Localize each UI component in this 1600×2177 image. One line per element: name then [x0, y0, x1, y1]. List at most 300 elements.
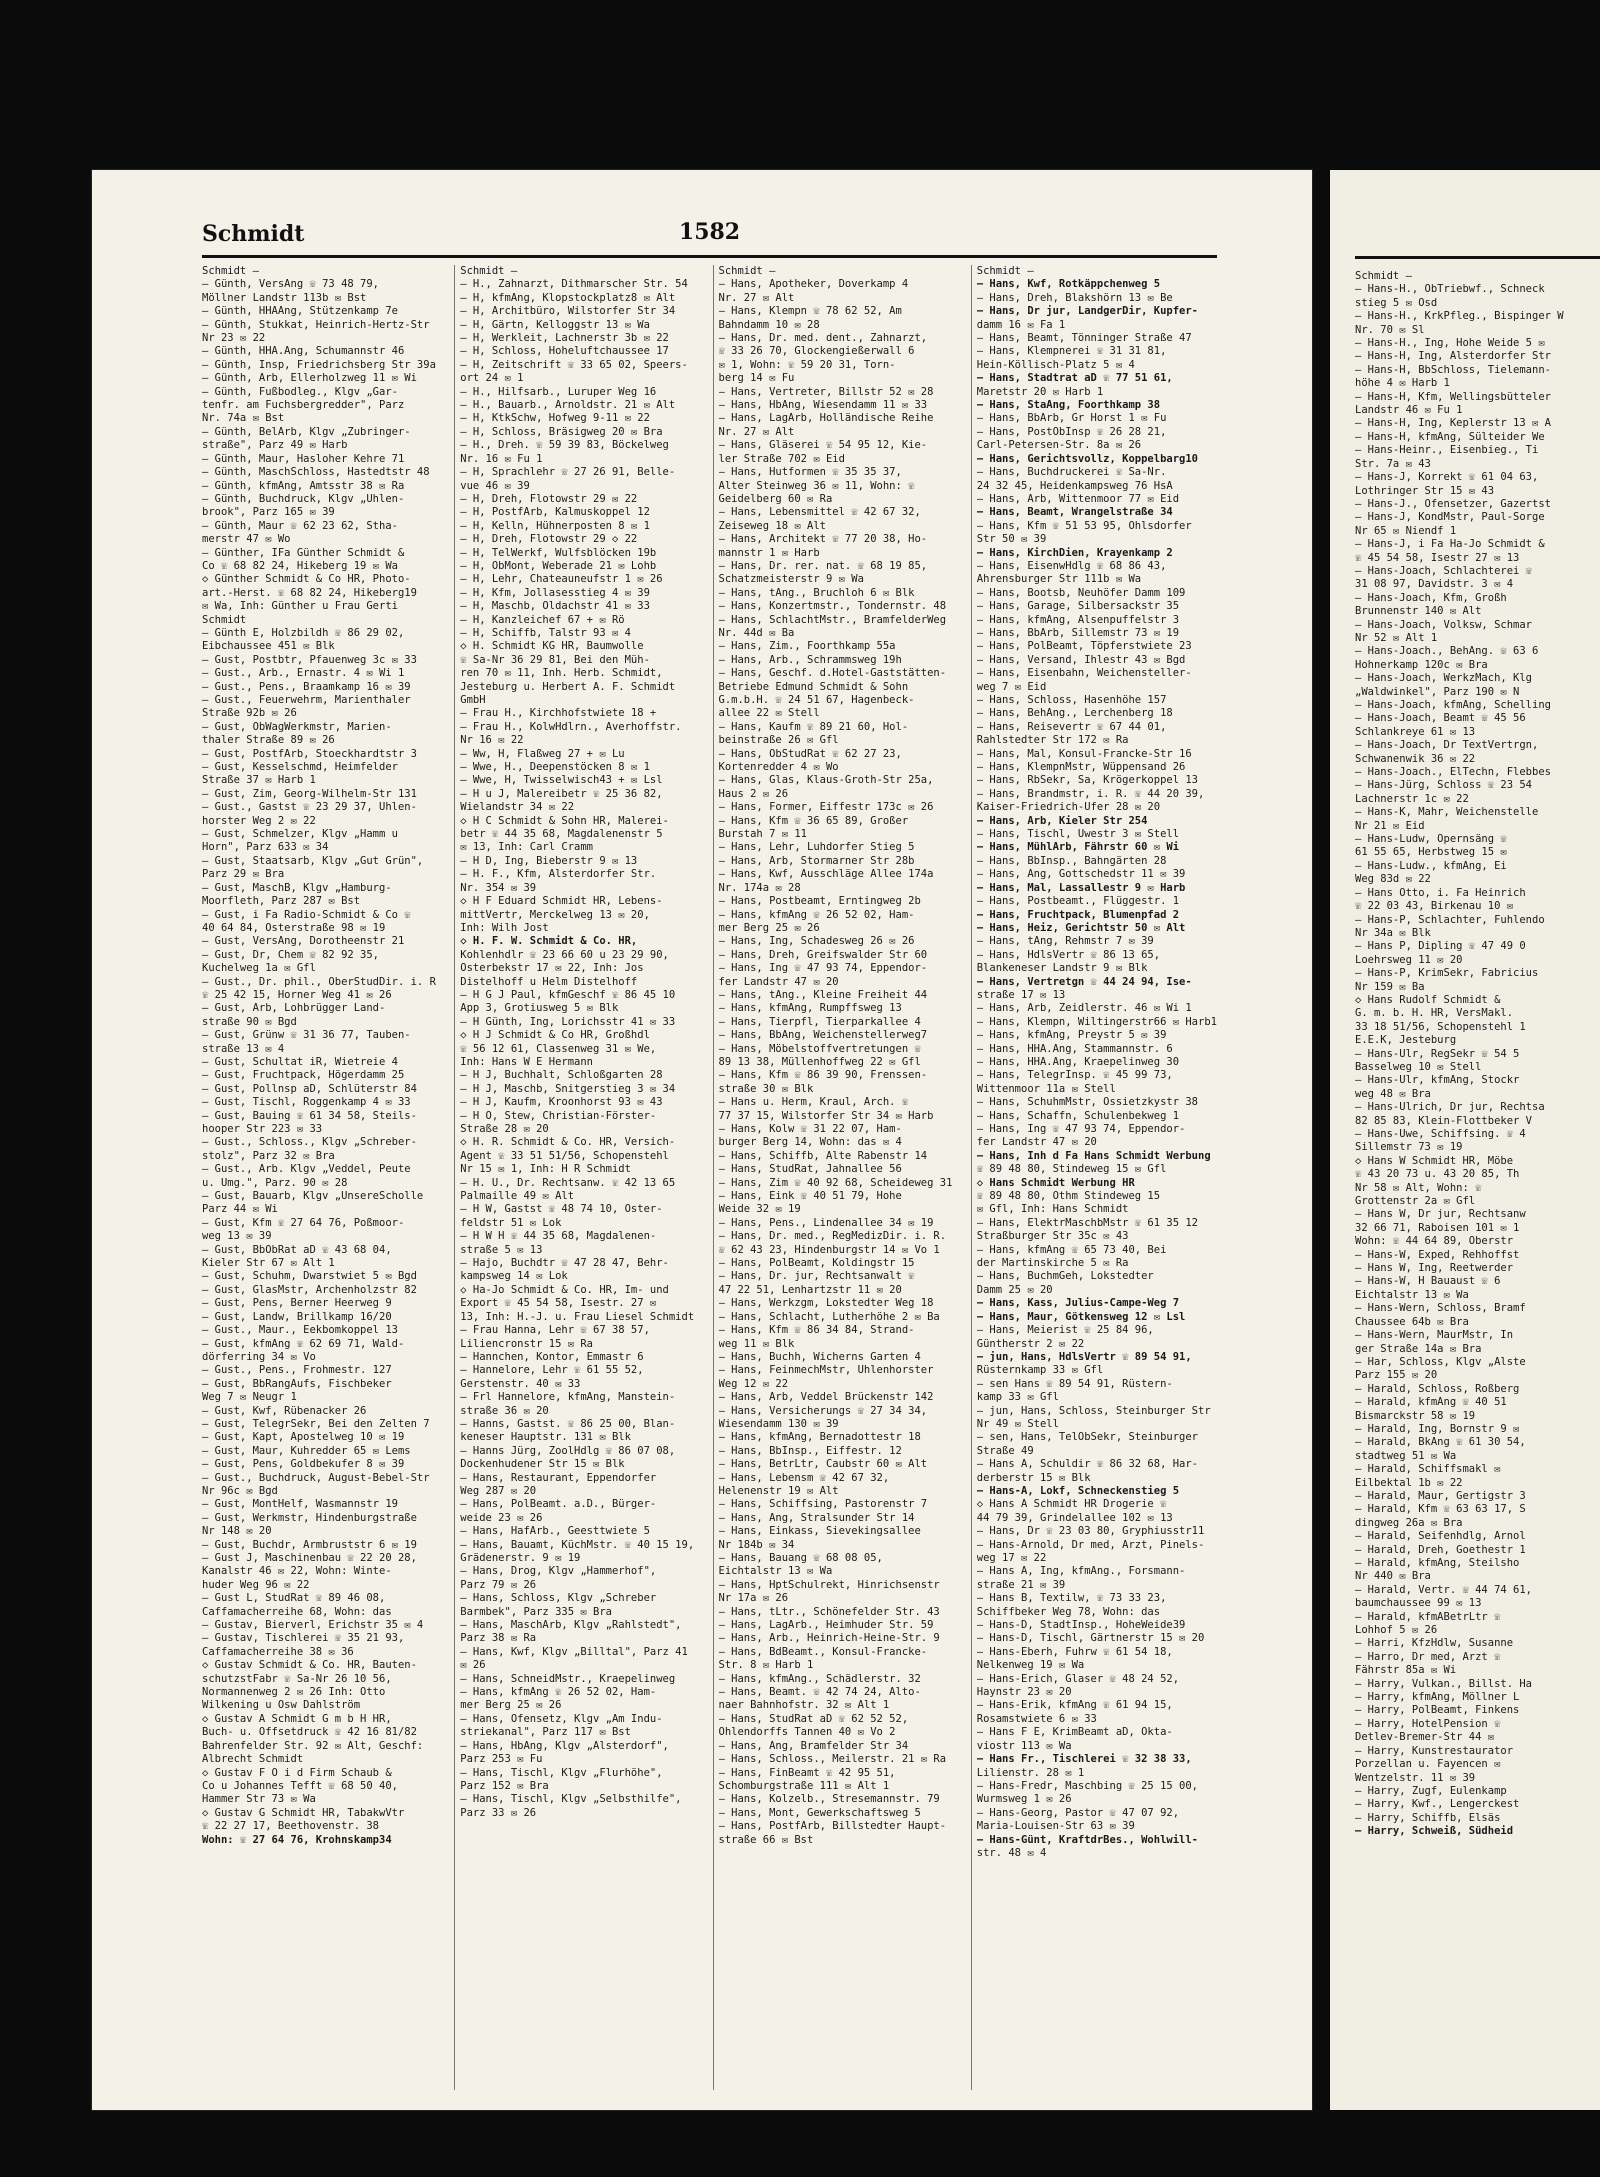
- directory-entry: — Hans, Geschf. d.Hotel-Gaststätten-: [718, 667, 947, 680]
- directory-entry: ◇ Hans W Schmidt HR, Möbe: [1355, 1154, 1514, 1167]
- directory-entry: — Hannchen, Kontor, Emmastr 6: [460, 1350, 644, 1363]
- directory-entry: — Harald, Kfm ☏ 63 63 17, S: [1355, 1503, 1526, 1516]
- directory-entry: Schmidt —: [1355, 270, 1412, 282]
- directory-entry: Lohhof 5 ✉ 26: [1355, 1624, 1438, 1637]
- directory-entry: — Hans-H, BbSchloss, Tielemann-: [1355, 363, 1551, 376]
- directory-entry: damm 16 ✉ Fa 1: [976, 318, 1066, 331]
- directory-entry: — Hans, Schiffb, Alte Rabenstr 14: [718, 1149, 928, 1162]
- directory-entry: — Frl Hannelore, kfmAng, Manstein-: [460, 1391, 676, 1404]
- directory-entry: weg 13 ✉ 39: [202, 1230, 272, 1243]
- directory-entry: — Hans, RbSekr, Sa, Krögerkoppel 13: [976, 774, 1199, 787]
- directory-entry: — Hans, BdBeamt., Konsul-Francke-: [718, 1645, 928, 1658]
- directory-entry: — Hans, Kwf, Klgv „Billtal", Parz 41: [460, 1645, 688, 1658]
- directory-entry: — Harald, kfmABetrLtr ☏: [1355, 1610, 1501, 1623]
- directory-entry: keneser Hauptstr. 131 ✉ Blk: [460, 1431, 631, 1444]
- directory-entry: — Hans, HdlsVertr ☏ 86 13 65,: [976, 948, 1161, 961]
- directory-entry: — Hans-Joach, Schlachterei ☏: [1355, 564, 1533, 577]
- directory-entry: — Hans, SchneidMstr., Kraepelinweg: [460, 1672, 676, 1685]
- directory-entry: tenfr. am Fuchsbergredder", Parz: [202, 399, 405, 412]
- directory-entry: — Harry, Zugf, Eulenkamp: [1355, 1784, 1507, 1797]
- directory-entry: — Hans, HHA.Ang, Kraepelinweg 30: [976, 1055, 1180, 1068]
- directory-entry: Schomburgstraße 111 ✉ Alt 1: [718, 1779, 890, 1792]
- directory-entry: — Hans-Erich, Glaser ☏ 48 24 52,: [976, 1672, 1180, 1685]
- directory-entry: Schmidt —: [202, 265, 259, 277]
- directory-entry: Horn", Parz 633 ✉ 34: [202, 841, 329, 854]
- directory-entry: Rahlstedter Str 172 ✉ Ra: [976, 734, 1129, 747]
- directory-entry: — Gust., Dr. phil., OberStudDir. i. R: [202, 975, 436, 988]
- directory-entry: — Hans, BbAng, Weichenstellerweg7: [718, 1029, 928, 1042]
- directory-entry: — Hans, Dreh, Blakshörn 13 ✉ Be: [976, 291, 1173, 304]
- directory-entry: 82 85 83, Klein-Flottbeker V: [1355, 1114, 1533, 1127]
- directory-entry: huder Weg 96 ✉ 22: [202, 1578, 310, 1591]
- directory-entry: Basselweg 10 ✉ Stell: [1355, 1060, 1482, 1073]
- directory-entry: — Hans, Arb., Schrammsweg 19h: [718, 653, 902, 666]
- directory-entry: dörferring 34 ✉ Vo: [202, 1350, 316, 1363]
- directory-entry: — Hans, Ofensetz, Klgv „Am Indu-: [460, 1712, 663, 1725]
- directory-entry: — Hans, kfmAng., Schädlerstr. 32: [718, 1672, 921, 1685]
- directory-entry: — H, Dreh, Flotowstr 29 ✉ 22: [460, 492, 638, 505]
- directory-entry: — Gust, Pens, Goldbekufer 8 ✉ 39: [202, 1458, 405, 1471]
- directory-entry: — Hans, Bootsb, Neuhöfer Damm 109: [976, 586, 1186, 599]
- directory-entry: — Hans, BbArb, Sillemstr 73 ✉ 19: [976, 626, 1180, 639]
- directory-entry: — Hans, Mont, Gewerkschaftsweg 5: [718, 1806, 921, 1819]
- directory-entry: Co u Johannes Tefft ☏ 68 50 40,: [202, 1779, 398, 1792]
- directory-entry: — Hans, Werkzgm, Lokstedter Weg 18: [718, 1297, 934, 1310]
- directory-entry: — H J, Maschb, Snitgerstieg 3 ✉ 34: [460, 1082, 676, 1095]
- directory-entry: — H, Kelln, Hühnerposten 8 ✉ 1: [460, 519, 650, 532]
- directory-entry: — Hans-Joach., ElTechn, Flebbes: [1355, 766, 1551, 779]
- directory-entry: Helenenstr 19 ✉ Alt: [718, 1484, 839, 1497]
- directory-entry: — H W, Gastst ☏ 48 74 10, Oster-: [460, 1203, 663, 1216]
- directory-entry: — Gust L, StudRat ☏ 89 46 08,: [202, 1592, 386, 1605]
- directory-entry: — Hans, MühlArb, Fährstr 60 ✉ Wi: [976, 841, 1180, 854]
- directory-entry: — Hans, Kolzelb., Stresemannstr. 79: [718, 1793, 940, 1806]
- directory-entry: — Günth, Stukkat, Heinrich-Hertz-Str: [202, 318, 430, 331]
- directory-entry: — Hans, HptSchulrekt, Hinrichsenstr: [718, 1578, 940, 1591]
- directory-entry: — Hans-Heinr., Eisenbieg., Ti: [1355, 444, 1539, 457]
- directory-entry: — Gust, Arb, Lohbrügger Land-: [202, 1002, 386, 1015]
- directory-entry: — H J, Kaufm, Kroonhorst 93 ✉ 43: [460, 1096, 663, 1109]
- directory-entry: straße 30 ✉ Blk: [718, 1082, 814, 1095]
- directory-entry: — Hans, Eisenbahn, Weichensteller-: [976, 667, 1192, 680]
- directory-entry: mannstr 1 ✉ Harb: [718, 546, 820, 559]
- directory-entry: — Günth, Fußbodleg., Klgv „Gar-: [202, 385, 398, 398]
- directory-entry: ◇ H. R. Schmidt & Co. HR, Versich-: [460, 1136, 676, 1149]
- directory-entry: — Hans, tAng., Bruchloh 6 ✉ Blk: [718, 586, 915, 599]
- directory-entry: Güntherstr 2 ✉ 22: [976, 1337, 1085, 1350]
- directory-entry: Grädenerstr. 9 ✉ 19: [460, 1552, 581, 1564]
- directory-entry: Osterbekstr 17 ✉ 22, Inh: Jos: [460, 962, 644, 975]
- directory-entry: ✉ Wa, Inh: Günther u Frau Gerti: [202, 600, 398, 613]
- directory-entry: — Gust, Schultat iR, Wietreie 4: [202, 1055, 398, 1068]
- directory-entry: ☏ 89 48 80, Stindeweg 15 ✉ Gfl: [976, 1163, 1167, 1176]
- directory-entry: Nr 49 ✉ Stell: [976, 1417, 1059, 1430]
- directory-entry: Nr 16 ✉ 22: [460, 734, 524, 747]
- directory-entry: — Hans, ObStudRat ☏ 62 27 23,: [718, 747, 902, 760]
- directory-entry: ✉ 1, Wohn: ☏ 59 20 31, Torn-: [718, 358, 896, 371]
- directory-entry: Moorfleth, Parz 287 ✉ Bst: [202, 895, 361, 908]
- directory-entry: — Günth, Buchdruck, Klgv „Uhlen-: [202, 492, 405, 505]
- directory-entry: Bahrenfelder Str. 92 ✉ Alt, Geschf:: [202, 1739, 424, 1752]
- directory-entry: — Hans, Architekt ☏ 77 20 38, Ho-: [718, 533, 928, 546]
- directory-entry: — H, Schloss, Bräsigweg 20 ✉ Bra: [460, 425, 663, 438]
- directory-entry: ◇ Gustav A Schmidt G m b H HR,: [202, 1712, 392, 1725]
- column-3: [713, 265, 959, 2090]
- directory-entry: — Hans, Kfm ☏ 86 39 90, Frenssen-: [718, 1069, 928, 1082]
- directory-entry: — Hans, Dr. rer. nat. ☏ 68 19 85,: [718, 559, 928, 572]
- directory-entry: — Hans, SchlachtMstr., BramfelderWeg: [718, 613, 947, 626]
- directory-entry: — Hans, Klempn, Wiltingerstr66 ✉ Harb1: [976, 1015, 1217, 1028]
- directory-entry: ☏ 22 03 43, Birkenau 10 ✉: [1355, 900, 1514, 913]
- directory-entry: — Hans-H., ObTriebwf., Schneck: [1355, 283, 1545, 296]
- directory-entry: ◇ Hans A Schmidt HR Drogerie ☏: [976, 1498, 1167, 1511]
- directory-entry: Agent ☏ 33 51 51/56, Schopenstehl: [460, 1149, 669, 1162]
- directory-entry: — Hans, Dr. jur, Rechtsanwalt ☏: [718, 1270, 915, 1283]
- directory-entry: — Harald, Seifenhdlg, Arnol: [1355, 1530, 1526, 1543]
- directory-entry: — Hans, KlempnMstr, Wüppensand 26: [976, 761, 1186, 774]
- directory-entry: — H, Gärtn, Kelloggstr 13 ✉ Wa: [460, 318, 650, 331]
- directory-entry: — Hans, Versand, Ihlestr 43 ✉ Bgd: [976, 653, 1186, 666]
- directory-entry: ✉ 26: [460, 1659, 486, 1672]
- directory-entry: — Hans, Reisevertr ☏ 67 44 01,: [976, 720, 1167, 733]
- directory-entry: — Hans, Vertreter, Billstr 52 ✉ 28: [718, 385, 934, 398]
- directory-entry: 31 08 97, Davidstr. 3 ✉ 4: [1355, 578, 1514, 591]
- directory-entry: Caffamacherreihe 68, Wohn: das: [202, 1605, 392, 1618]
- directory-entry: feldstr 51 ✉ Lok: [460, 1216, 562, 1229]
- directory-entry: — Hans, Postbeamt., Flüggestr. 1: [976, 895, 1180, 908]
- directory-entry: — Hans-Günt, KraftdrBes., Wohlwill-: [976, 1833, 1199, 1846]
- directory-entry: — Hans, Schlacht, Lutherhöhe 2 ✉ Ba: [718, 1310, 940, 1323]
- directory-entry: mer Berg 25 ✉ 26: [718, 921, 820, 934]
- directory-entry: — H, Zeitschrift ☏ 33 65 02, Speers-: [460, 358, 688, 371]
- directory-entry: — Hans-Jürg, Schloss ☏ 23 54: [1355, 779, 1533, 792]
- directory-entry: ◇ Gustav G Schmidt HR, TabakwVtr: [202, 1806, 405, 1819]
- directory-entry: — Günth E, Holzbildh ☏ 86 29 02,: [202, 626, 405, 639]
- directory-entry: — Gust, kfmAng ☏ 62 69 71, Wald-: [202, 1337, 405, 1350]
- directory-entry: Wentzelstr. 11 ✉ 39: [1355, 1771, 1476, 1784]
- directory-entry: — Hans, PostfArb, Billstedter Haupt-: [718, 1820, 947, 1833]
- directory-entry: — Gust, Kwf, Rübenacker 26: [202, 1404, 367, 1417]
- directory-entry: — Hans-J, KondMstr, Paul-Sorge: [1355, 511, 1545, 524]
- directory-entry: — Gust, BbRangAufs, Fischbeker: [202, 1377, 392, 1390]
- directory-entry: — Harald, Dreh, Goethestr 1: [1355, 1543, 1526, 1556]
- directory-entry: — Harri, KfzHdlw, Susanne: [1355, 1637, 1514, 1650]
- directory-entry: — Hans-W, H Bauaust ☏ 6: [1355, 1275, 1501, 1288]
- directory-entry: — Hans, LagArb., Heimhuder Str. 59: [718, 1619, 934, 1632]
- directory-entry: — Hans, Gläserei ☏ 54 95 12, Kie-: [718, 439, 928, 452]
- directory-entry: stolz", Parz 32 ✉ Bra: [202, 1149, 335, 1162]
- directory-entry: betr ☏ 44 35 68, Magdalenenstr 5: [460, 828, 663, 841]
- directory-entry: — H, Werkleit, Lachnerstr 3b ✉ 22: [460, 332, 669, 345]
- directory-entry: Schatzmeisterstr 9 ✉ Wa: [718, 573, 864, 586]
- directory-entry: Nr 159 ✉ Ba: [1355, 980, 1425, 993]
- directory-entry: — Hans-Georg, Pastor ☏ 47 07 92,: [976, 1806, 1180, 1819]
- directory-entry: — H., Hilfsarb., Luruper Weg 16: [460, 385, 657, 398]
- directory-entry: Grottenstr 2a ✉ Gfl: [1355, 1195, 1476, 1208]
- directory-entry: Geidelberg 60 ✉ Ra: [718, 492, 833, 505]
- directory-entry: — Hans-W, Exped, Rehhoffst: [1355, 1248, 1520, 1261]
- directory-entry: Kortenredder 4 ✉ Wo: [718, 761, 839, 774]
- directory-entry: — Günther, IFa Günther Schmidt &: [202, 546, 405, 559]
- directory-entry: straße", Parz 49 ✉ Harb: [202, 439, 348, 452]
- directory-entry: ◇ Gustav F O i d Firm Schaub &: [202, 1766, 392, 1779]
- directory-entry: — Hans, kfmAng, Preystr 5 ✉ 39: [976, 1029, 1167, 1042]
- page-header: [202, 215, 1217, 258]
- directory-entry: — Hans, Zim ☏ 40 92 68, Scheideweg 31: [718, 1176, 953, 1189]
- directory-entry: — sen Hans ☏ 89 54 91, Rüstern-: [976, 1377, 1173, 1390]
- directory-entry: — Hans, Schiffsing, Pastorenstr 7: [718, 1498, 928, 1511]
- directory-entry: ger Straße 14a ✉ Bra: [1355, 1342, 1482, 1355]
- next-page-header-rule: [1355, 256, 1600, 259]
- directory-entry: — Hans, Dr. med., RegMedizDir. i. R.: [718, 1230, 947, 1243]
- directory-entry: Parz 79 ✉ 26: [460, 1578, 537, 1591]
- directory-entry: — Hans W, Ing, Reetwerder: [1355, 1262, 1514, 1275]
- directory-entry: — Ww, H, Flaßweg 27 + ✉ Lu: [460, 747, 625, 760]
- directory-entry: Buch- u. Offsetdruck ☏ 42 16 81/82: [202, 1726, 417, 1739]
- directory-entry: — H, Architbüro, Wilstorfer Str 34: [460, 305, 676, 318]
- directory-entry: — Hans, Tischl, Klgv „Flurhöhe",: [460, 1766, 663, 1779]
- directory-entry: — Hans, Dr jur, LandgerDir, Kupfer-: [976, 305, 1199, 318]
- directory-entry: — Hans-Joach, WerkzMach, Klg: [1355, 672, 1533, 685]
- directory-entry: ✉ Gfl, Inh: Hans Schmidt: [976, 1203, 1129, 1216]
- directory-entry: — Gust, Landw, Brillkamp 16/20: [202, 1310, 392, 1323]
- directory-entry: Liliencronstr 15 ✉ Ra: [460, 1337, 594, 1350]
- directory-entry: — Harro, Dr med, Arzt ☏: [1355, 1650, 1501, 1663]
- directory-entry: — Gust., Feuerwehrm, Marienthaler: [202, 694, 411, 706]
- directory-entry: Palmaille 49 ✉ Alt: [460, 1190, 575, 1203]
- directory-entry: baumchaussee 99 ✉ 13: [1355, 1597, 1482, 1610]
- directory-entry: ☏ 43 20 73 u. 43 20 85, Th: [1355, 1168, 1520, 1181]
- directory-entry: viostr 113 ✉ Wa: [976, 1739, 1072, 1752]
- directory-entry: Chaussee 64b ✉ Bra: [1355, 1315, 1469, 1328]
- directory-entry: beinstraße 26 ✉ Gfl: [718, 734, 839, 747]
- directory-entry: ☏ 45 54 58, Isestr 27 ✉ 13: [1355, 551, 1520, 564]
- directory-entry: kampsweg 14 ✉ Lok: [460, 1270, 568, 1283]
- directory-entry: — Hans, kfmAng, Rumpffsweg 13: [718, 1002, 902, 1015]
- directory-entry: — Gustav, Tischlerei ☏ 35 21 93,: [202, 1632, 405, 1645]
- directory-entry: ◇ Ha-Jo Schmidt & Co. HR, Im- und: [460, 1283, 669, 1296]
- directory-entry: — Hans, kfmAng ☏ 26 52 02, Ham-: [460, 1686, 657, 1699]
- directory-entry: — Gust, Kesselschmd, Heimfelder: [202, 761, 398, 774]
- directory-entry: — Hans-D, StadtInsp., HoheWeide39: [976, 1619, 1186, 1632]
- directory-entry: — Hans, Kass, Julius-Campe-Weg 7: [976, 1297, 1180, 1310]
- directory-entry: Wohn: ☏ 27 64 76, Krohnskamp34: [202, 1833, 392, 1846]
- directory-entry: striekanal", Parz 117 ✉ Bst: [460, 1726, 631, 1739]
- directory-entry: — Gust., Maur., Eekbomkoppel 13: [202, 1324, 398, 1337]
- directory-entry: Sillemstr 73 ✉ 19: [1355, 1141, 1463, 1154]
- directory-entry: straße 66 ✉ Bst: [718, 1833, 814, 1846]
- directory-entry: höhe 4 ✉ Harb 1: [1355, 377, 1450, 390]
- directory-entry: Nr 17a ✉ 26: [718, 1592, 789, 1605]
- directory-entry: Inh: Hans W E Hermann: [460, 1055, 594, 1068]
- directory-entry: — Hans, Dr. med. dent., Zahnarzt,: [718, 332, 928, 345]
- directory-entry: Parz 155 ✉ 20: [1355, 1369, 1438, 1382]
- directory-entry: Str. 8 ✉ Harb 1: [718, 1659, 814, 1672]
- directory-entry: kamp 33 ✉ Gfl: [976, 1391, 1059, 1404]
- directory-entry: — Hans, PostObInsp ☏ 26 28 21,: [976, 425, 1167, 438]
- directory-entry: Bahndamm 10 ✉ 28: [718, 318, 820, 331]
- directory-entry: ◇ Günther Schmidt & Co HR, Photo-: [202, 573, 411, 586]
- directory-entry: allee 22 ✉ Stell: [718, 707, 820, 720]
- directory-entry: Eichtalstr 13 ✉ Wa: [718, 1565, 833, 1578]
- directory-entry: — Gust., Arb. Klgv „Veddel, Peute: [202, 1163, 411, 1176]
- directory-entry: Lachnerstr 1c ✉ 22: [1355, 792, 1469, 805]
- directory-entry: Parz 38 ✉ Ra: [460, 1632, 537, 1645]
- directory-entry: Kuchelweg 1a ✉ Gfl: [202, 962, 316, 975]
- directory-entry: weg 7 ✉ Eid: [976, 680, 1047, 693]
- directory-entry: — H, kfmAng, Klopstockplatz8 ✉ Alt: [460, 291, 676, 304]
- directory-entry: — H, Kfm, Jollasesstieg 4 ✉ 39: [460, 586, 650, 599]
- directory-entry: brook", Parz 165 ✉ 39: [202, 506, 335, 519]
- directory-entry: Parz 152 ✉ Bra: [460, 1779, 549, 1792]
- directory-entry: — Hans-Fredr, Maschbing ☏ 25 15 00,: [976, 1779, 1199, 1792]
- directory-entry: — Hans, BbArb, Gr Horst 1 ✉ Fu: [976, 412, 1167, 425]
- directory-entry: Damm 25 ✉ 20: [976, 1283, 1053, 1296]
- directory-entry: burger Berg 14, Wohn: das ✉ 4: [718, 1136, 902, 1149]
- directory-entry: — Günth, Insp, Friedrichsberg Str 39a: [202, 358, 436, 371]
- directory-entry: — Hans, tAng., Kleine Freiheit 44: [718, 988, 928, 1001]
- directory-entry: Parz 253 ✉ Fu: [460, 1753, 543, 1766]
- directory-entry: — Harry, PolBeamt, Finkens: [1355, 1704, 1520, 1717]
- directory-entry: — Hans, Hutformen ☏ 35 35 37,: [718, 466, 902, 479]
- directory-entry: — Hans, PolBeamt, Koldingstr 15: [718, 1257, 915, 1270]
- directory-entry: weg 17 ✉ 22: [976, 1552, 1047, 1564]
- directory-entry: — Hans, Inh d Fa Hans Schmidt Werbung: [976, 1149, 1211, 1162]
- directory-entry: — H, Schloss, Hoheluftchaussee 17: [460, 345, 669, 358]
- directory-entry: Wittenmoor 11a ✉ Stell: [976, 1082, 1116, 1095]
- directory-entry: — Hans, Bauamt, KüchMstr. ☏ 40 15 19,: [460, 1538, 695, 1551]
- directory-entry: ◇ Hans Schmidt Werbung HR: [976, 1176, 1135, 1189]
- directory-entry: — Hans, Postbeamt, Erntingweg 2b: [718, 895, 921, 908]
- directory-entry: — Hans, Beamt. ☏ 42 74 24, Alto-: [718, 1686, 921, 1699]
- directory-entry: Nr 21 ✉ Eid: [1355, 819, 1425, 832]
- directory-entry: — Hans, Arb, Stormarner Str 28b: [718, 854, 915, 867]
- directory-entry: — Hans, Mal, Konsul-Francke-Str 16: [976, 747, 1192, 760]
- directory-entry: Parz 33 ✉ 26: [460, 1806, 537, 1819]
- directory-entry: Nr 148 ✉ 20: [202, 1525, 272, 1538]
- directory-entry: — Hans, Kfm ☏ 51 53 95, Ohlsdorfer: [976, 519, 1192, 532]
- directory-entry: Nr. 27 ✉ Alt: [718, 425, 795, 438]
- directory-entry: 33 18 51/56, Schopenstehl 1: [1355, 1020, 1526, 1033]
- directory-entry: Nr 184b ✉ 34: [718, 1538, 795, 1551]
- directory-entry: — Hans, StudRat, Jahnallee 56: [718, 1163, 902, 1176]
- directory-entry: — Hanns, Gastst. ☏ 86 25 00, Blan-: [460, 1417, 676, 1430]
- directory-entry: — Hans, FeinmechMstr, Uhlenhorster: [718, 1364, 934, 1377]
- directory-entry: thaler Straße 89 ✉ 26: [202, 734, 335, 747]
- directory-entry: — Günth, Maur ☏ 62 23 62, Stha-: [202, 519, 398, 532]
- directory-entry: — Hans, Vertretgn ☏ 44 24 94, Ise-: [976, 975, 1192, 988]
- directory-entry: — Hans-Ulr, kfmAng, Stockr: [1355, 1074, 1520, 1087]
- directory-entry: — Harald, kfmAng, Steilsho: [1355, 1557, 1520, 1569]
- directory-entry: Haus 2 ✉ 26: [718, 787, 789, 800]
- directory-entry: — Hans, Schaffn, Schulenbekweg 1: [976, 1109, 1180, 1122]
- directory-entry: Hein-Köllisch-Platz 5 ✉ 4: [976, 358, 1135, 371]
- directory-entry: — Hans, Brandmstr, i. R. ☏ 44 20 39,: [976, 787, 1205, 800]
- directory-entry: Bismarckstr 58 ✉ 19: [1355, 1409, 1476, 1422]
- directory-entry: — Harald, kfmAng ☏ 40 51: [1355, 1396, 1507, 1409]
- directory-entry: horster Weg 2 ✉ 22: [202, 814, 316, 827]
- directory-entry: Kanalstr 46 ✉ 22, Wohn: Winte-: [202, 1565, 392, 1578]
- directory-entry: Nr 65 ✉ Niendf 1: [1355, 524, 1457, 537]
- directory-columns: [202, 265, 1217, 2090]
- directory-entry: — Hans, Klempn ☏ 78 62 52, Am: [718, 305, 902, 318]
- directory-entry: Nr 58 ✉ Alt, Wohn: ☏: [1355, 1181, 1482, 1194]
- directory-entry: — Günth, HHAAng, Stützenkamp 7e: [202, 305, 398, 318]
- directory-entry: — Hans-J, Korrekt ☏ 61 04 63,: [1355, 471, 1539, 484]
- directory-entry: Haynstr 23 ✉ 20: [976, 1686, 1072, 1699]
- directory-entry: — Hans, Apotheker, Doverkamp 4: [718, 278, 909, 291]
- directory-entry: — Frau Hanna, Lehr ☏ 67 38 57,: [460, 1324, 650, 1337]
- directory-entry: ◇ H C Schmidt & Sohn HR, Malerei-: [460, 814, 669, 827]
- directory-entry: Wiesendamm 130 ✉ 39: [718, 1417, 839, 1430]
- directory-entry: — Hans-Eberh, Fuhrw ☏ 61 54 18,: [976, 1645, 1173, 1658]
- directory-entry: — Hans, Möbelstoffvertretungen ☏: [718, 1042, 921, 1055]
- directory-entry: Blankeneser Landstr 9 ✉ Blk: [976, 962, 1148, 975]
- directory-entry: Nr. 44d ✉ Ba: [718, 626, 795, 639]
- directory-entry: — Hans, HbAng, Klgv „Alsterdorf",: [460, 1739, 669, 1752]
- directory-entry: — H. F., Kfm, Alsterdorfer Str.: [460, 868, 657, 881]
- directory-entry: — Hans-A, Lokf, Schneckenstieg 5: [976, 1484, 1180, 1497]
- directory-entry: — jun, Hans, HdlsVertr ☏ 89 54 91,: [976, 1350, 1192, 1363]
- directory-entry: — Har, Schloss, Klgv „Alste: [1355, 1355, 1526, 1368]
- directory-entry: — Hans, BuchmGeh, Lokstedter: [976, 1270, 1154, 1283]
- directory-entry: 32 66 71, Raboisen 101 ✉ 1: [1355, 1221, 1520, 1234]
- directory-entry: — Gust, ObWagWerkmstr, Marien-: [202, 720, 392, 733]
- directory-entry: Hohnerkamp 120c ✉ Bra: [1355, 658, 1488, 671]
- directory-entry: art.-Herst. ☏ 68 82 24, Hikeberg19: [202, 586, 417, 599]
- directory-entry: Straße 49: [976, 1444, 1034, 1457]
- directory-entry: — Hans, Kfm ☏ 86 34 84, Strand-: [718, 1324, 915, 1337]
- directory-entry: — Hans, Meierist ☏ 25 84 96,: [976, 1324, 1154, 1337]
- directory-entry: ☏ 22 27 17, Beethovenstr. 38: [202, 1820, 380, 1833]
- directory-entry: — Günth, BelArb, Klgv „Zubringer-: [202, 425, 411, 438]
- directory-entry: der Martinskirche 5 ✉ Ra: [976, 1257, 1129, 1270]
- directory-entry: — H, TelWerkf, Wulfsblöcken 19b: [460, 546, 657, 559]
- directory-entry: App 3, Grotiusweg 5 ✉ Blk: [460, 1002, 619, 1015]
- directory-entry: — Frau H., Kirchhofstwiete 18 +: [460, 707, 657, 720]
- directory-entry: ✉ 13, Inh: Carl Cramm: [460, 841, 594, 854]
- directory-entry: Kieler Str 67 ✉ Alt 1: [202, 1257, 335, 1270]
- directory-entry: weide 23 ✉ 26: [460, 1511, 543, 1524]
- page-title: Schmidt: [202, 221, 305, 247]
- directory-entry: — Hans, SchuhmMstr, Ossietzkystr 38: [976, 1096, 1199, 1109]
- directory-entry: — Hans-Wern, MaurMstr, In: [1355, 1329, 1514, 1342]
- directory-entry: — Hans, BehAng., Lerchenberg 18: [976, 707, 1173, 720]
- directory-entry: — Hans-D, Tischl, Gärtnerstr 15 ✉ 20: [976, 1632, 1205, 1645]
- directory-entry: Ohlendorffs Tannen 40 ✉ Vo 2: [718, 1726, 896, 1739]
- directory-entry: Barmbek", Parz 335 ✉ Bra: [460, 1605, 612, 1618]
- directory-entry: Nr 34a ✉ Blk: [1355, 926, 1431, 939]
- directory-entry: Wielandstr 34 ✉ 22: [460, 801, 575, 814]
- directory-entry: 77 37 15, Wilstorfer Str 34 ✉ Harb: [718, 1109, 934, 1122]
- directory-entry: 61 55 65, Herbstweg 15 ✉: [1355, 846, 1507, 859]
- directory-entry: — Hans, Drog, Klgv „Hammerhof",: [460, 1565, 657, 1578]
- directory-entry: straße 13 ✉ 4: [202, 1042, 285, 1055]
- directory-entry: Lothringer Str 15 ✉ 43: [1355, 484, 1495, 497]
- directory-entry: — Hans, kfmAng ☏ 65 73 40, Bei: [976, 1243, 1167, 1256]
- directory-entry: — H, Lehr, Chateauneufstr 1 ✉ 26: [460, 573, 663, 586]
- directory-entry: straße 5 ✉ 13: [460, 1243, 543, 1256]
- directory-entry: ◇ H F Eduard Schmidt HR, Lebens-: [460, 895, 663, 908]
- directory-entry: — Hans, HbAng, Wiesendamm 11 ✉ 33: [718, 399, 928, 412]
- directory-entry: — Hans, Stadtrat aD ☏ 77 51 61,: [976, 372, 1173, 385]
- directory-entry: Betriebe Edmund Schmidt & Sohn: [718, 680, 909, 693]
- directory-entry: Weg 12 ✉ 22: [718, 1377, 789, 1390]
- directory-entry: — Hans, HHA.Ang, Stammannstr. 6: [976, 1042, 1173, 1055]
- directory-entry: Loehrsweg 11 ✉ 20: [1355, 953, 1463, 966]
- directory-entry: — H G J Paul, kfmGeschf ☏ 86 45 10: [460, 988, 676, 1001]
- directory-entry: Export ☏ 45 54 58, Isestr. 27 ✉: [460, 1297, 657, 1310]
